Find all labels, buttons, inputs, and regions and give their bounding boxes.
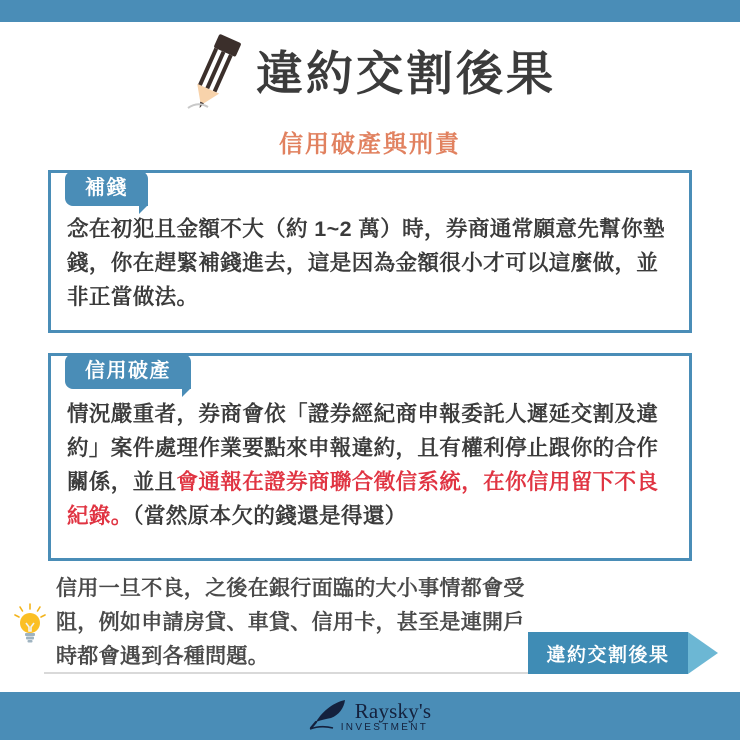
lightbulb-icon [12, 602, 48, 649]
brand-tagline: INVESTMENT [340, 722, 429, 733]
card-1-label: 補錢 [65, 171, 148, 206]
footer-note-text: 信用一旦不良，之後在銀行面臨的大小事情都會受阻，例如申請房貸、車貸、信用卡，甚至是連開戶時都會遇到各種問題。 [56, 577, 525, 669]
arrow-tag[interactable] [528, 632, 724, 674]
card-2-text-suffix: （當然原本欠的錢還是得還） [132, 503, 407, 528]
content-card-2 [48, 353, 692, 561]
arrow-tag-chevron-icon [688, 632, 718, 674]
card-1-text: 念在初犯且金額不大（約 1~2 萬）時，券商通常願意先幫你墊錢，你在趕緊補錢進去，這是因為金額很小才可以這麼做，並非正當做法。 [67, 217, 665, 309]
brand-logo-text [340, 699, 432, 733]
arrow-tag-body [528, 632, 688, 674]
brand-logo [0, 694, 740, 740]
card-2-label: 信用破產 [65, 354, 191, 389]
card-2-text-prefix: 情況嚴重者，券商會依「證券經紀商申報委託人遲延交割及違約」案件處理作業要點來申報違約，且有權利停止跟你的合作關係，並且 [67, 402, 659, 494]
pencil-icon [184, 29, 246, 118]
card-2-text-highlight: 會通報在證券商聯合徵信系統，在你信用留下不良紀錄。 [67, 469, 659, 528]
content-card-1 [48, 170, 692, 333]
page-subtitle: 信用破產與刑責 [279, 131, 461, 158]
title-row [0, 30, 740, 116]
brand-name: Raysky's [354, 699, 432, 723]
top-brand-bar [0, 0, 740, 22]
page-title: 違約交割後果 [256, 46, 556, 100]
page-header [0, 30, 740, 159]
arrow-tag-label: 違約交割後果 [546, 644, 670, 666]
footer-divider [44, 672, 536, 674]
